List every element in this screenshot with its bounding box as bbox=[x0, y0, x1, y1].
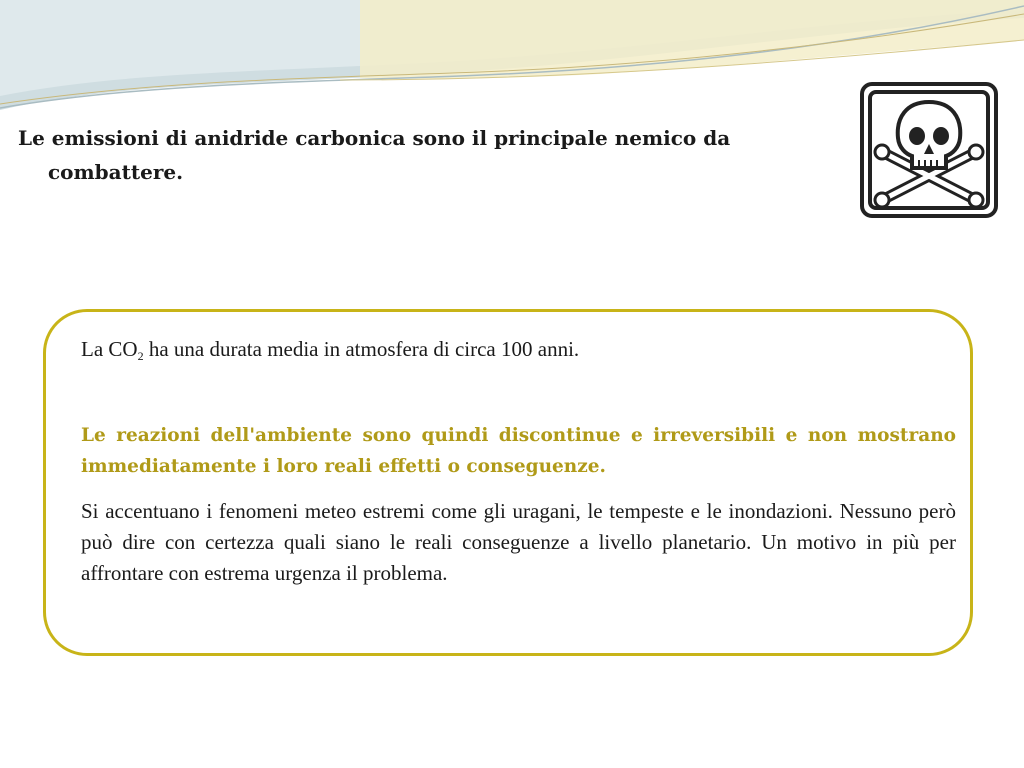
co2-duration-paragraph: La $CO_2$ ha una durata media in atmosfera di circa 100 anni. bbox=[81, 337, 580, 363]
skull-crossbones-icon bbox=[860, 82, 998, 218]
content-box bbox=[43, 309, 973, 656]
heading-line-1: Le emissioni di anidride carbonica sono il principale nemico da bbox=[18, 126, 731, 150]
slide-heading bbox=[18, 121, 818, 189]
environment-reactions-paragraph: Le reazioni dell'ambiente sono quindi discontinue e irreversibili e non mostrano immediatamente i loro reali effetti o conseguenze. bbox=[81, 425, 956, 477]
extreme-weather-paragraph: Si accentuano i fenomeni meteo estremi come gli uragani, le tempeste e le inondazioni. Nessuno però può dire con certezza quali siano le reali conseguenze a livello planetario. Un motivo in più per affrontare con estrema urgenza il problema. bbox=[81, 499, 956, 585]
content-text bbox=[81, 334, 956, 589]
heading-line-2: combattere. bbox=[48, 160, 184, 184]
